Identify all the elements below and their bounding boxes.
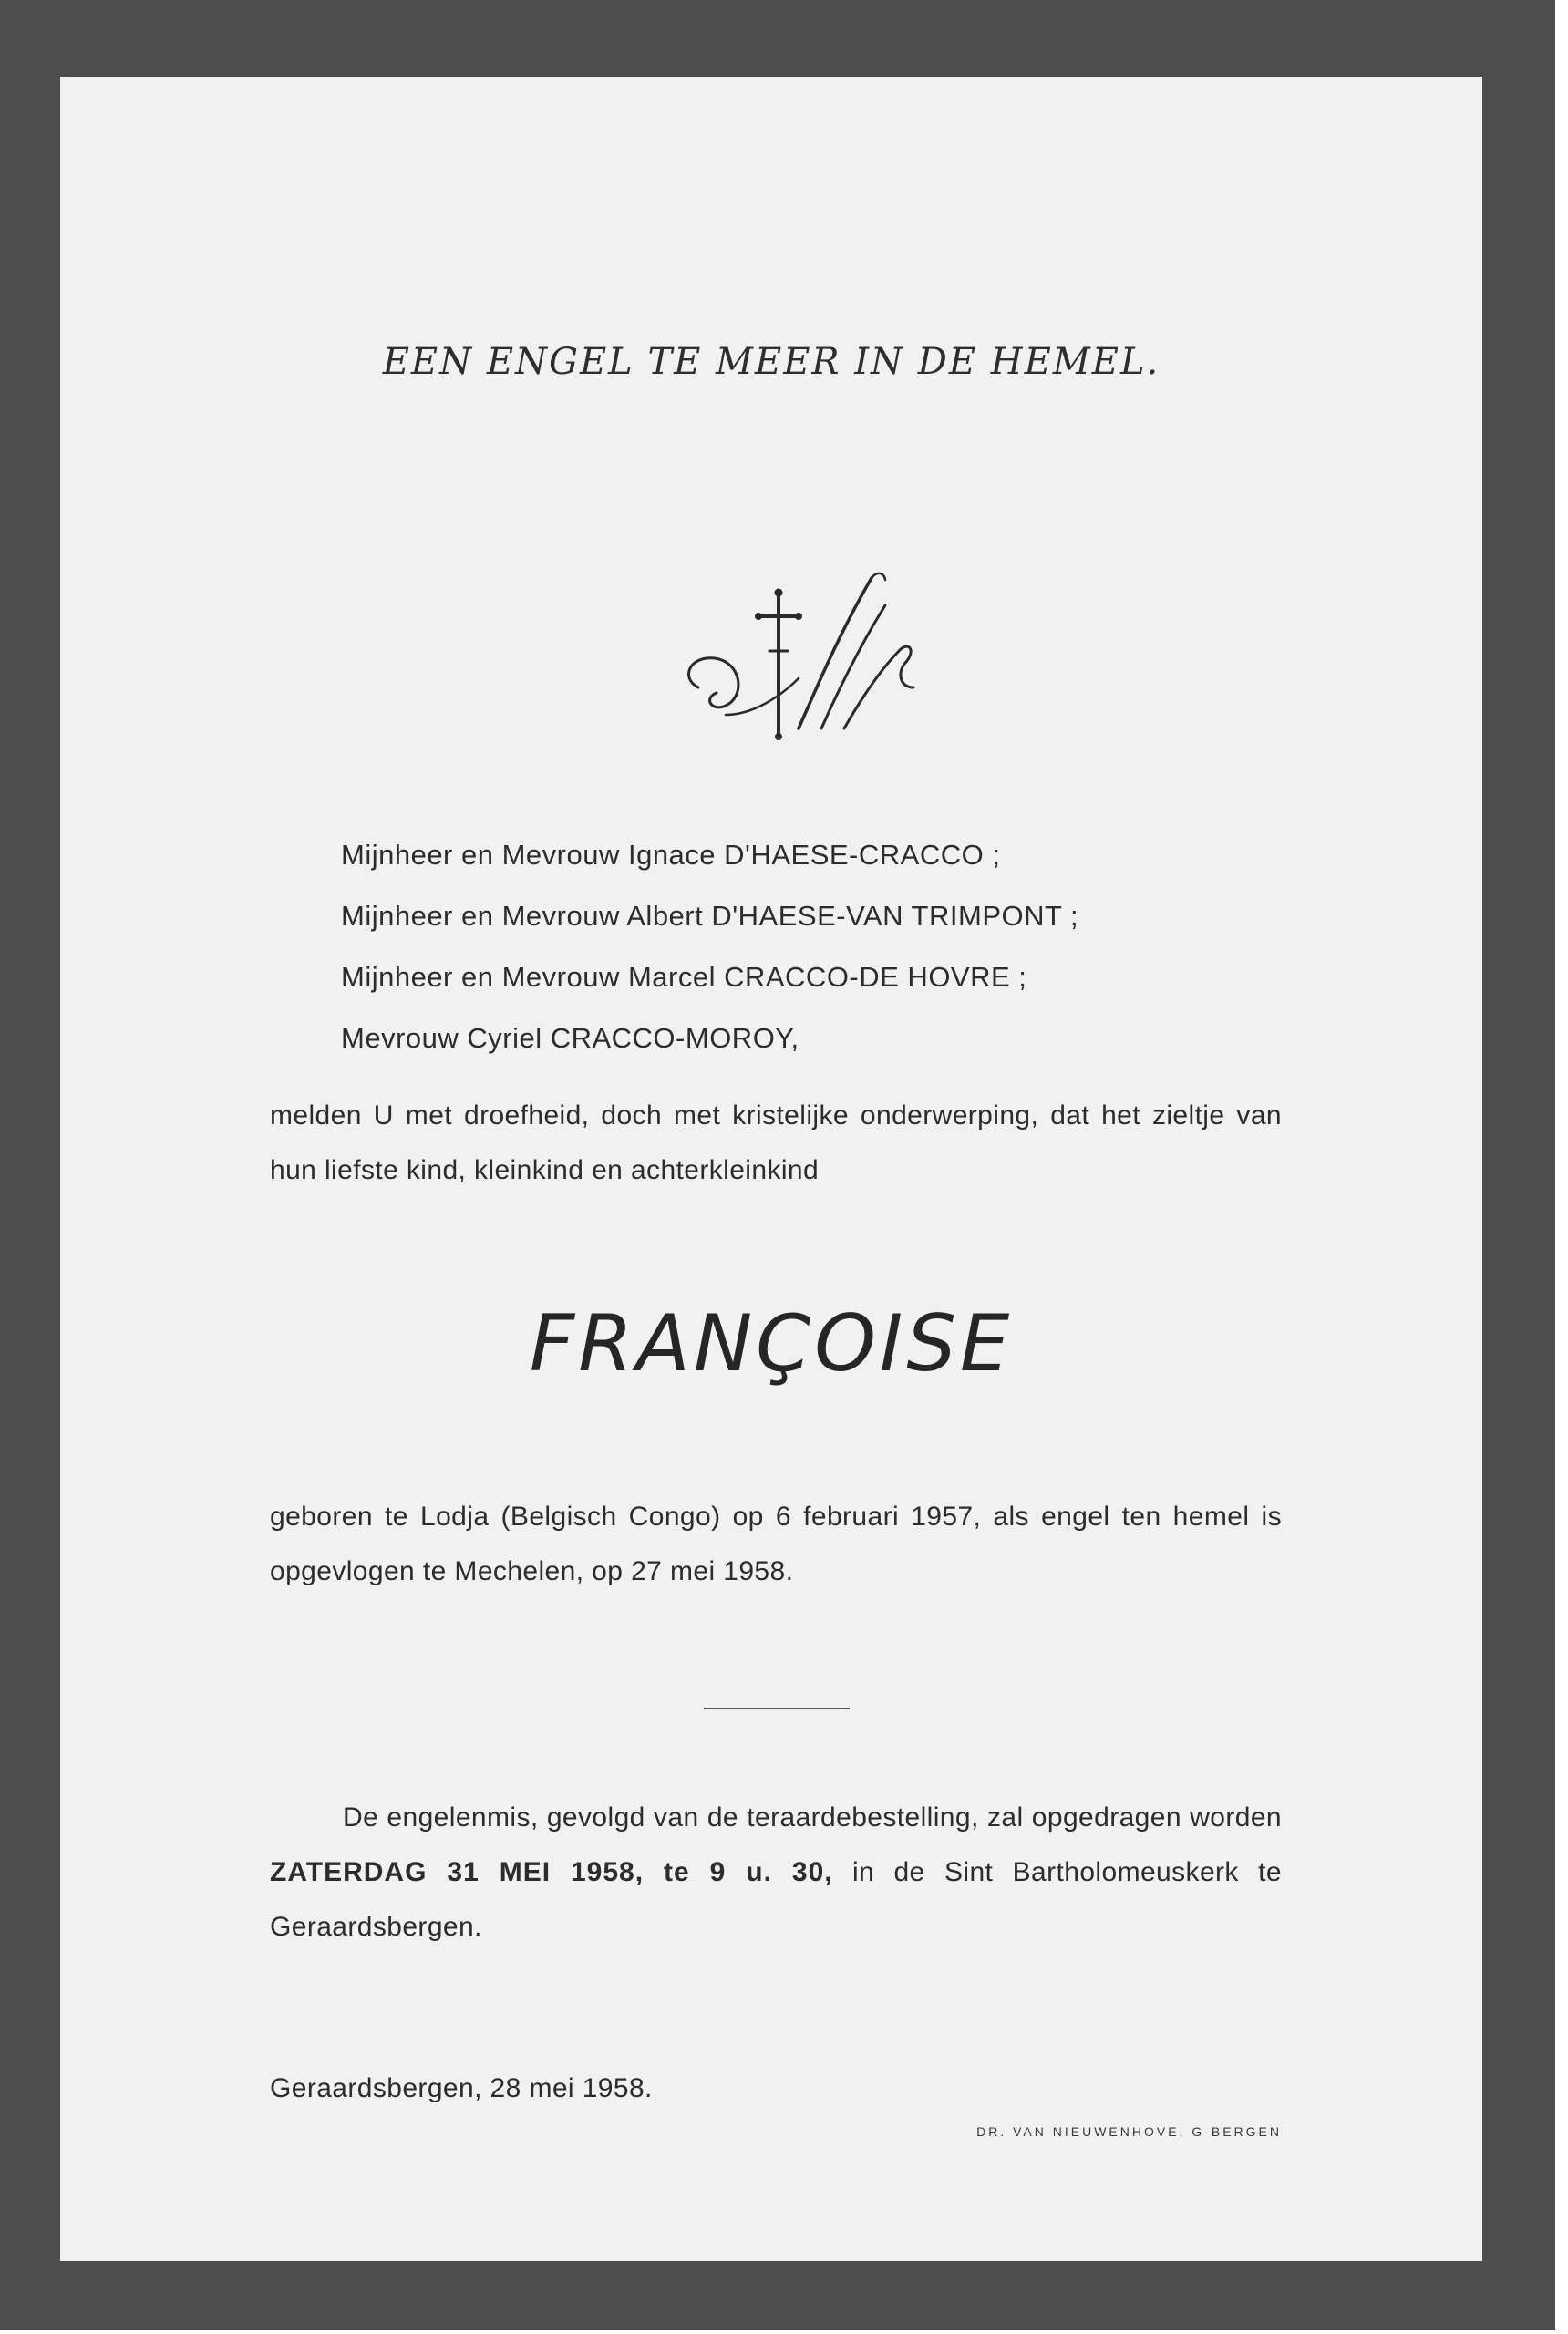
parent-line: Mijnheer en Mevrouw Albert D'HAESE-VAN TRIMPONT ; bbox=[341, 900, 1079, 932]
card-content bbox=[60, 77, 1482, 2261]
script-m-icon bbox=[689, 573, 913, 728]
mass-outro: in de Sint Bartholomeuskerk te Geraardsbergen. bbox=[270, 1857, 1282, 1942]
parent-line: Mijnheer en Mevrouw Marcel CRACCO-DE HOVRE ; bbox=[341, 961, 1027, 993]
birth-death-text: geboren te Lodja (Belgisch Congo) op 6 februari 1957, als engel ten hemel is opgevlogen te Mechelen, op 27 mei 1958. bbox=[270, 1502, 1282, 1586]
cross-monogram-icon bbox=[662, 560, 935, 769]
cross-icon bbox=[756, 589, 802, 740]
parents-list bbox=[341, 824, 1380, 1069]
printer-credit: DR. VAN NIEUWENHOVE, G-BERGEN bbox=[976, 2124, 1282, 2139]
deceased-name: FRANÇOISE bbox=[529, 1298, 1014, 1389]
parent-line: Mijnheer en Mevrouw Ignace D'HAESE-CRACCO ; bbox=[341, 839, 1001, 871]
death-notice-card bbox=[60, 77, 1482, 2261]
announcement-text: melden U met droefheid, doch met kristelijke onderwerping, dat het zieltje van hun liefste kind, kleinkind en achterkleinkind bbox=[270, 1100, 1282, 1185]
divider bbox=[704, 1708, 850, 1709]
heading: EEN ENGEL TE MEER IN DE HEMEL. bbox=[382, 341, 1161, 383]
parent-line: Mevrouw Cyriel CRACCO-MOROY, bbox=[341, 1022, 799, 1054]
place-date: Geraardsbergen, 28 mei 1958. bbox=[270, 2073, 653, 2103]
mass-intro: De engelenmis, gevolgd van de teraardebestelling, zal opgedragen worden bbox=[343, 1802, 1282, 1833]
mass-text bbox=[270, 1791, 1282, 1955]
mass-date-time: ZATERDAG 31 MEI 1958, te 9 u. 30, bbox=[270, 1857, 833, 1887]
